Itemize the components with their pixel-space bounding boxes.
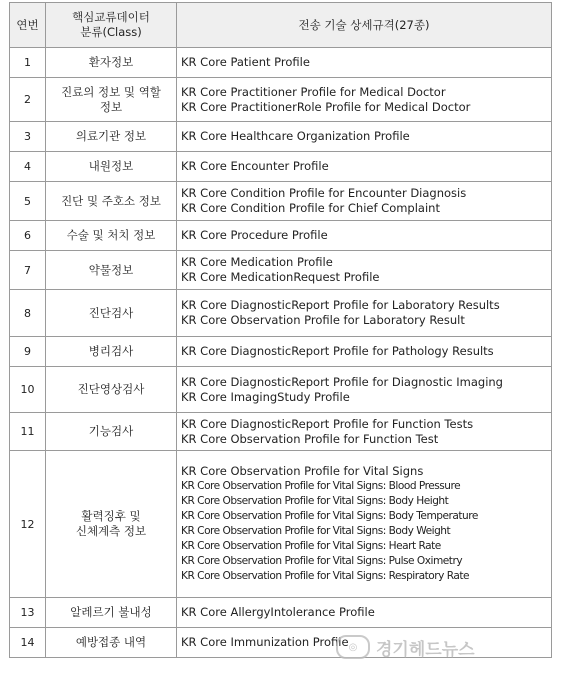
- row-number: 2: [10, 78, 46, 122]
- spec-line: KR Core Observation Profile for Vital Signs: [181, 464, 424, 478]
- row-number: 6: [10, 221, 46, 251]
- spec-line: KR Core Observation Profile for Function Test: [181, 431, 439, 446]
- table-row: [10, 290, 552, 337]
- row-class: [46, 451, 177, 598]
- table-row: [10, 182, 552, 221]
- spec-line: KR Core Patient Profile: [181, 55, 310, 69]
- header-class-line2: 분류(Class): [80, 25, 142, 39]
- class-line: 신체계측 정보: [75, 524, 147, 538]
- row-spec: [177, 598, 552, 628]
- row-spec: [177, 451, 552, 598]
- row-class: [46, 251, 177, 290]
- spec-line: KR Core DiagnosticReport Profile for Pathology Results: [181, 344, 494, 358]
- news-logo-icon: ◎: [336, 635, 370, 659]
- table-row: [10, 152, 552, 182]
- header-class-line1: 핵심교류데이터: [72, 10, 150, 24]
- class-line: 환자정보: [88, 55, 134, 69]
- row-spec: [177, 337, 552, 367]
- row-class: [46, 367, 177, 413]
- header-spec: 전송 기술 상세규격(27종): [177, 3, 552, 48]
- row-spec: [177, 152, 552, 182]
- row-class: [46, 628, 177, 658]
- class-line: 진단검사: [88, 305, 134, 320]
- row-class: [46, 221, 177, 251]
- row-class: [46, 413, 177, 451]
- spec-line: KR Core Observation Profile for Vital Signs: Heart Rate: [181, 540, 441, 552]
- spec-line: KR Core Observation Profile for Vital Signs: Blood Pressure: [181, 480, 461, 492]
- class-line: 알레르기 불내성: [70, 605, 152, 619]
- spec-table: [9, 2, 552, 658]
- row-class: [46, 337, 177, 367]
- row-class: [46, 182, 177, 221]
- row-spec: [177, 290, 552, 337]
- table-row: [10, 78, 552, 122]
- row-class: [46, 598, 177, 628]
- spec-line: KR Core Observation Profile for Vital Signs: Body Weight: [181, 525, 451, 537]
- header-class: [46, 3, 177, 48]
- row-number: 11: [10, 413, 46, 451]
- row-number: 14: [10, 628, 46, 658]
- row-spec: [177, 122, 552, 152]
- table-row: [10, 413, 552, 451]
- class-line: 진단영상검사: [77, 382, 145, 396]
- spec-line: KR Core Observation Profile for Vital Signs: Body Temperature: [181, 510, 478, 522]
- table-row: [10, 451, 552, 598]
- row-number: 1: [10, 48, 46, 78]
- spec-line: KR Core DiagnosticReport Profile for Diagnostic Imaging: [181, 374, 503, 389]
- spec-line: KR Core Immunization Profile: [181, 635, 349, 649]
- table-row: [10, 251, 552, 290]
- row-spec: [177, 367, 552, 413]
- row-spec: [177, 48, 552, 78]
- spec-line: KR Core Observation Profile for Vital Signs: Pulse Oximetry: [181, 555, 463, 567]
- watermark-text: 경기헤드뉴스: [376, 639, 475, 660]
- class-line: 의료기관 정보: [75, 129, 147, 143]
- class-line: 진료의 정보 및 역할: [61, 84, 161, 99]
- spec-line: KR Core Practitioner Profile for Medical Doctor: [181, 84, 446, 99]
- spec-line: KR Core Condition Profile for Chief Complaint: [181, 201, 440, 215]
- spec-line: KR Core MedicationRequest Profile: [181, 270, 380, 284]
- spec-line: KR Core Healthcare Organization Profile: [181, 129, 410, 143]
- row-number: 3: [10, 122, 46, 152]
- spec-line: KR Core Condition Profile for Encounter Diagnosis: [181, 186, 467, 200]
- row-class: [46, 48, 177, 78]
- spec-line: KR Core ImagingStudy Profile: [181, 389, 350, 404]
- row-number: 13: [10, 598, 46, 628]
- table-row: [10, 598, 552, 628]
- row-number: 5: [10, 182, 46, 221]
- row-number: 12: [10, 451, 46, 598]
- row-spec: [177, 628, 552, 658]
- row-spec: [177, 182, 552, 221]
- class-line: 정보: [99, 99, 123, 114]
- spec-line: KR Core Observation Profile for Vital Signs: Body Height: [181, 495, 449, 507]
- row-class: [46, 78, 177, 122]
- class-line: 병리검사: [88, 344, 134, 358]
- header-row: [10, 3, 552, 48]
- row-class: [46, 290, 177, 337]
- class-line: 활력징후 및: [81, 509, 141, 523]
- row-spec: [177, 78, 552, 122]
- table-body: [10, 48, 552, 658]
- row-class: [46, 122, 177, 152]
- row-class: [46, 152, 177, 182]
- row-number: 10: [10, 367, 46, 413]
- row-spec: [177, 251, 552, 290]
- spec-line: KR Core Encounter Profile: [181, 159, 329, 173]
- spec-line: KR Core DiagnosticReport Profile for Function Tests: [181, 416, 474, 431]
- spec-line: KR Core AllergyIntolerance Profile: [181, 605, 375, 619]
- header-no: 연번: [10, 3, 46, 48]
- class-line: 예방접종 내역: [75, 635, 147, 649]
- row-number: 4: [10, 152, 46, 182]
- spec-line: KR Core Observation Profile for Laboratory Result: [181, 313, 465, 327]
- row-spec: [177, 221, 552, 251]
- table-row: [10, 48, 552, 78]
- row-number: 7: [10, 251, 46, 290]
- class-line: 약물정보: [88, 262, 134, 277]
- table-row: [10, 337, 552, 367]
- spec-line: KR Core Observation Profile for Vital Signs: Respiratory Rate: [181, 570, 470, 582]
- row-spec: [177, 413, 552, 451]
- spec-line: KR Core Procedure Profile: [181, 228, 328, 242]
- spec-line: KR Core Medication Profile: [181, 255, 333, 269]
- row-number: 8: [10, 290, 46, 337]
- spec-line: KR Core DiagnosticReport Profile for Laboratory Results: [181, 298, 500, 312]
- table-row: [10, 221, 552, 251]
- class-line: 내원정보: [88, 159, 134, 173]
- table-row: [10, 628, 552, 658]
- class-line: 수술 및 처치 정보: [66, 228, 156, 242]
- row-number: 9: [10, 337, 46, 367]
- table-row: [10, 367, 552, 413]
- class-line: 진단 및 주호소 정보: [61, 193, 161, 208]
- table-row: [10, 122, 552, 152]
- spec-line: KR Core PractitionerRole Profile for Medical Doctor: [181, 99, 471, 114]
- class-line: 기능검사: [88, 424, 134, 438]
